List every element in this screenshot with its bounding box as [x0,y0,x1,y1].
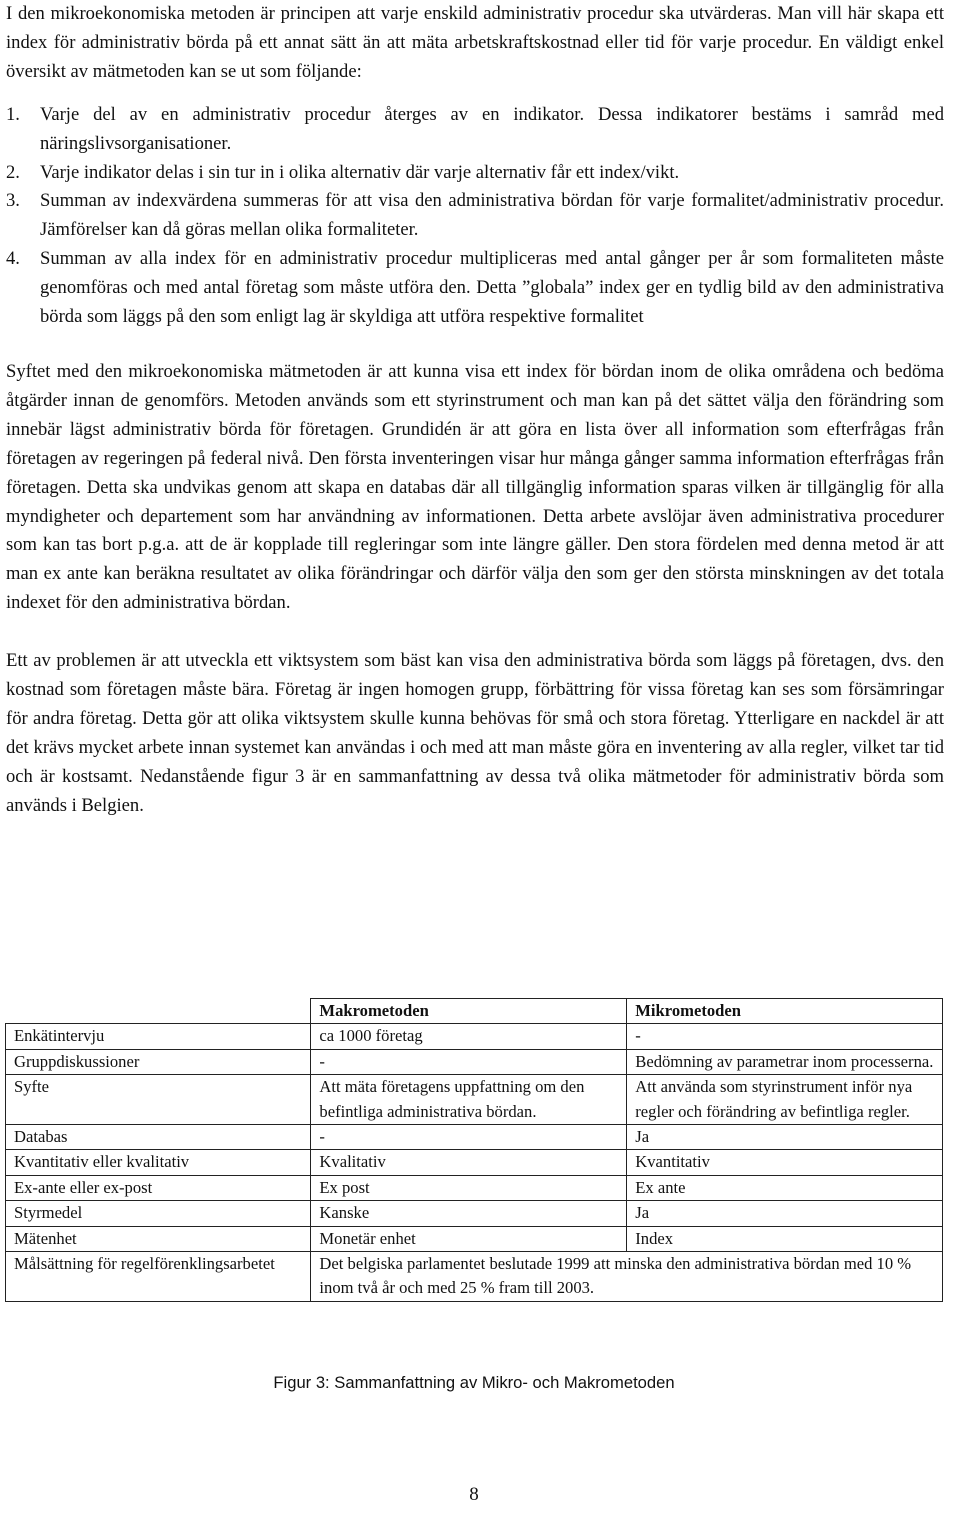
table-cell-mikro: Att använda som styrinstrument inför nya regler och förändring av befintliga regler. [627,1075,943,1125]
table-cell-makro: ca 1000 företag [311,1024,627,1049]
table-cell-mikro: Ja [627,1201,943,1226]
list-item [6,101,944,159]
table-row [6,1175,943,1200]
table-cell-label: Mätenhet [6,1226,311,1251]
table-cell-label: Syfte [6,1075,311,1125]
table-cell-mikro: Ex ante [627,1175,943,1200]
list-number: 1. [6,103,20,125]
table-row [6,1125,943,1150]
list-text: Varje del av en administrativ procedur återges av en indikator. Dessa indikatorer bestäms i samråd med näringslivsorganisationer. [40,103,944,154]
table-cell-label: Styrmedel [6,1201,311,1226]
table-cell-mikro: Index [627,1226,943,1251]
list-item [6,187,944,245]
list-text: Summan av alla index för en administrativ procedur multipliceras med antal gånger per år som formaliteten måste genomföras och med antal företag som måste utföra den. Detta ”globala” index ger en tydlig bild av den administrativa börda som läggs på den som enligt lag är skyldiga att utföra respektive formalitet [40,248,944,328]
table-row [6,1049,943,1074]
table-cell-makro: Att mäta företagens uppfattning om den befintliga administrativa bördan. [311,1075,627,1125]
list-item [6,245,944,332]
comparison-table [5,998,943,1302]
table-cell-makro: Monetär enhet [311,1226,627,1251]
spacer [6,618,944,647]
table-row [6,1150,943,1175]
list-text: Summan av indexvärdena summeras för att visa den administrativa bördan för varje formalitet/administrativ procedur. Jämförelser kan då göras mellan olika formaliteter. [40,190,944,241]
table-header-row [6,999,943,1024]
method-steps-list [6,101,944,332]
table-row [6,1024,943,1049]
table-row [6,1252,943,1302]
table-cell-label: Målsättning för regelförenklingsarbetet [6,1252,311,1302]
table-header-blank [6,999,311,1024]
list-item [6,159,944,188]
table-header-mikro: Mikrometoden [627,999,943,1024]
table-cell-label: Ex-ante eller ex-post [6,1175,311,1200]
table-cell-label: Enkätintervju [6,1024,311,1049]
table-row [6,1075,943,1125]
paragraph-problems: Ett av problemen är att utveckla ett viktsystem som bäst kan visa den administrativa börda som läggs på företagen, dvs. den kostnad som företagen måste bära. Företag är ingen homogen grupp, förbättring för vissa företag kan ses som försämringar för andra företag. Detta gör att olika viktsystem skulle kunna behövas för små och stora företag. Ytterligare en nackdel är att det krävs mycket arbete innan systemet kan användas i och med att man måste göra en inventering av alla regler, vilket tar tid och är kostsamt. Nedanstående figur 3 är en sammanfattning av dessa två olika mätmetoder för administrativ börda som används i Belgien. [6,650,944,816]
table-cell-label: Databas [6,1125,311,1150]
list-text: Varje indikator delas i sin tur in i olika alternativ där varje alternativ får ett index/vikt. [40,161,680,183]
figure-caption: Figur 3: Sammanfattning av Mikro- och Makrometoden [273,1373,675,1392]
table-cell-makro: - [311,1049,627,1074]
list-number: 2. [6,161,20,183]
table-cell-makro: Kvalitativ [311,1150,627,1175]
table-cell-mikro: Kvantitativ [627,1150,943,1175]
table-cell-label: Gruppdiskussioner [6,1049,311,1074]
table-row [6,1226,943,1251]
table-cell-mikro: Bedömning av parametrar inom processerna. [627,1049,943,1074]
table-cell-makro: - [311,1125,627,1150]
table-cell-makro: Ex post [311,1175,627,1200]
paragraph-purpose: Syftet med den mikroekonomiska mätmetoden är att kunna visa ett index för bördan inom de olika områdena och bedöma åtgärder innan de genomförs. Metoden används som ett styrinstrument och man kan på det sättet välja den förändring som innebär lägst administrativ börda för företagen. Grundidén är att göra en lista över all information som efterfrågas från företagen av regeringen på federal nivå. Den första inventeringen visar hur många gånger samma information efterfrågas från företagen. Detta ska undvikas genom att skapa en databas där all tillgänglig information sparas vilken är tillgänglig för alla myndigheter och departement som har användning av informationen. Detta arbete avslöjar även administrativa procedurer som kan tas bort p.g.a. att de är kopplade till regleringar som inte längre gäller. Den stora fördelen med denna metod är att man ex ante kan beräkna resultatet av olika förändringar och därför välja den som ger den största minskningen av det totala indexet för den administrativa bördan. [6,360,944,614]
table-header-makro: Makrometoden [311,999,627,1024]
table-row [6,1201,943,1226]
table-cell-mikro: Ja [627,1125,943,1150]
list-number: 4. [6,248,20,270]
table-cell-label: Kvantitativ eller kvalitativ [6,1150,311,1175]
page-number: 8 [469,1484,479,1505]
table-cell-mikro: - [627,1024,943,1049]
table-cell-makro: Kanske [311,1201,627,1226]
paragraph-intro: I den mikroekonomiska metoden är principen att varje enskild administrativ procedur ska utvärderas. Man vill här skapa ett index för administrativ börda på ett annat sätt än att mäta arbetskraftskostnad eller tid för varje procedur. En väldigt enkel översikt av mätmetoden kan se ut som följande: [6,3,944,82]
table-cell-merged: Det belgiska parlamentet beslutade 1999 att minska den administrativa bördan med 10 % inom två år och med 25 % fram till 2003. [311,1252,943,1302]
spacer [6,332,944,358]
document-page [6,0,944,821]
list-number: 3. [6,190,20,212]
